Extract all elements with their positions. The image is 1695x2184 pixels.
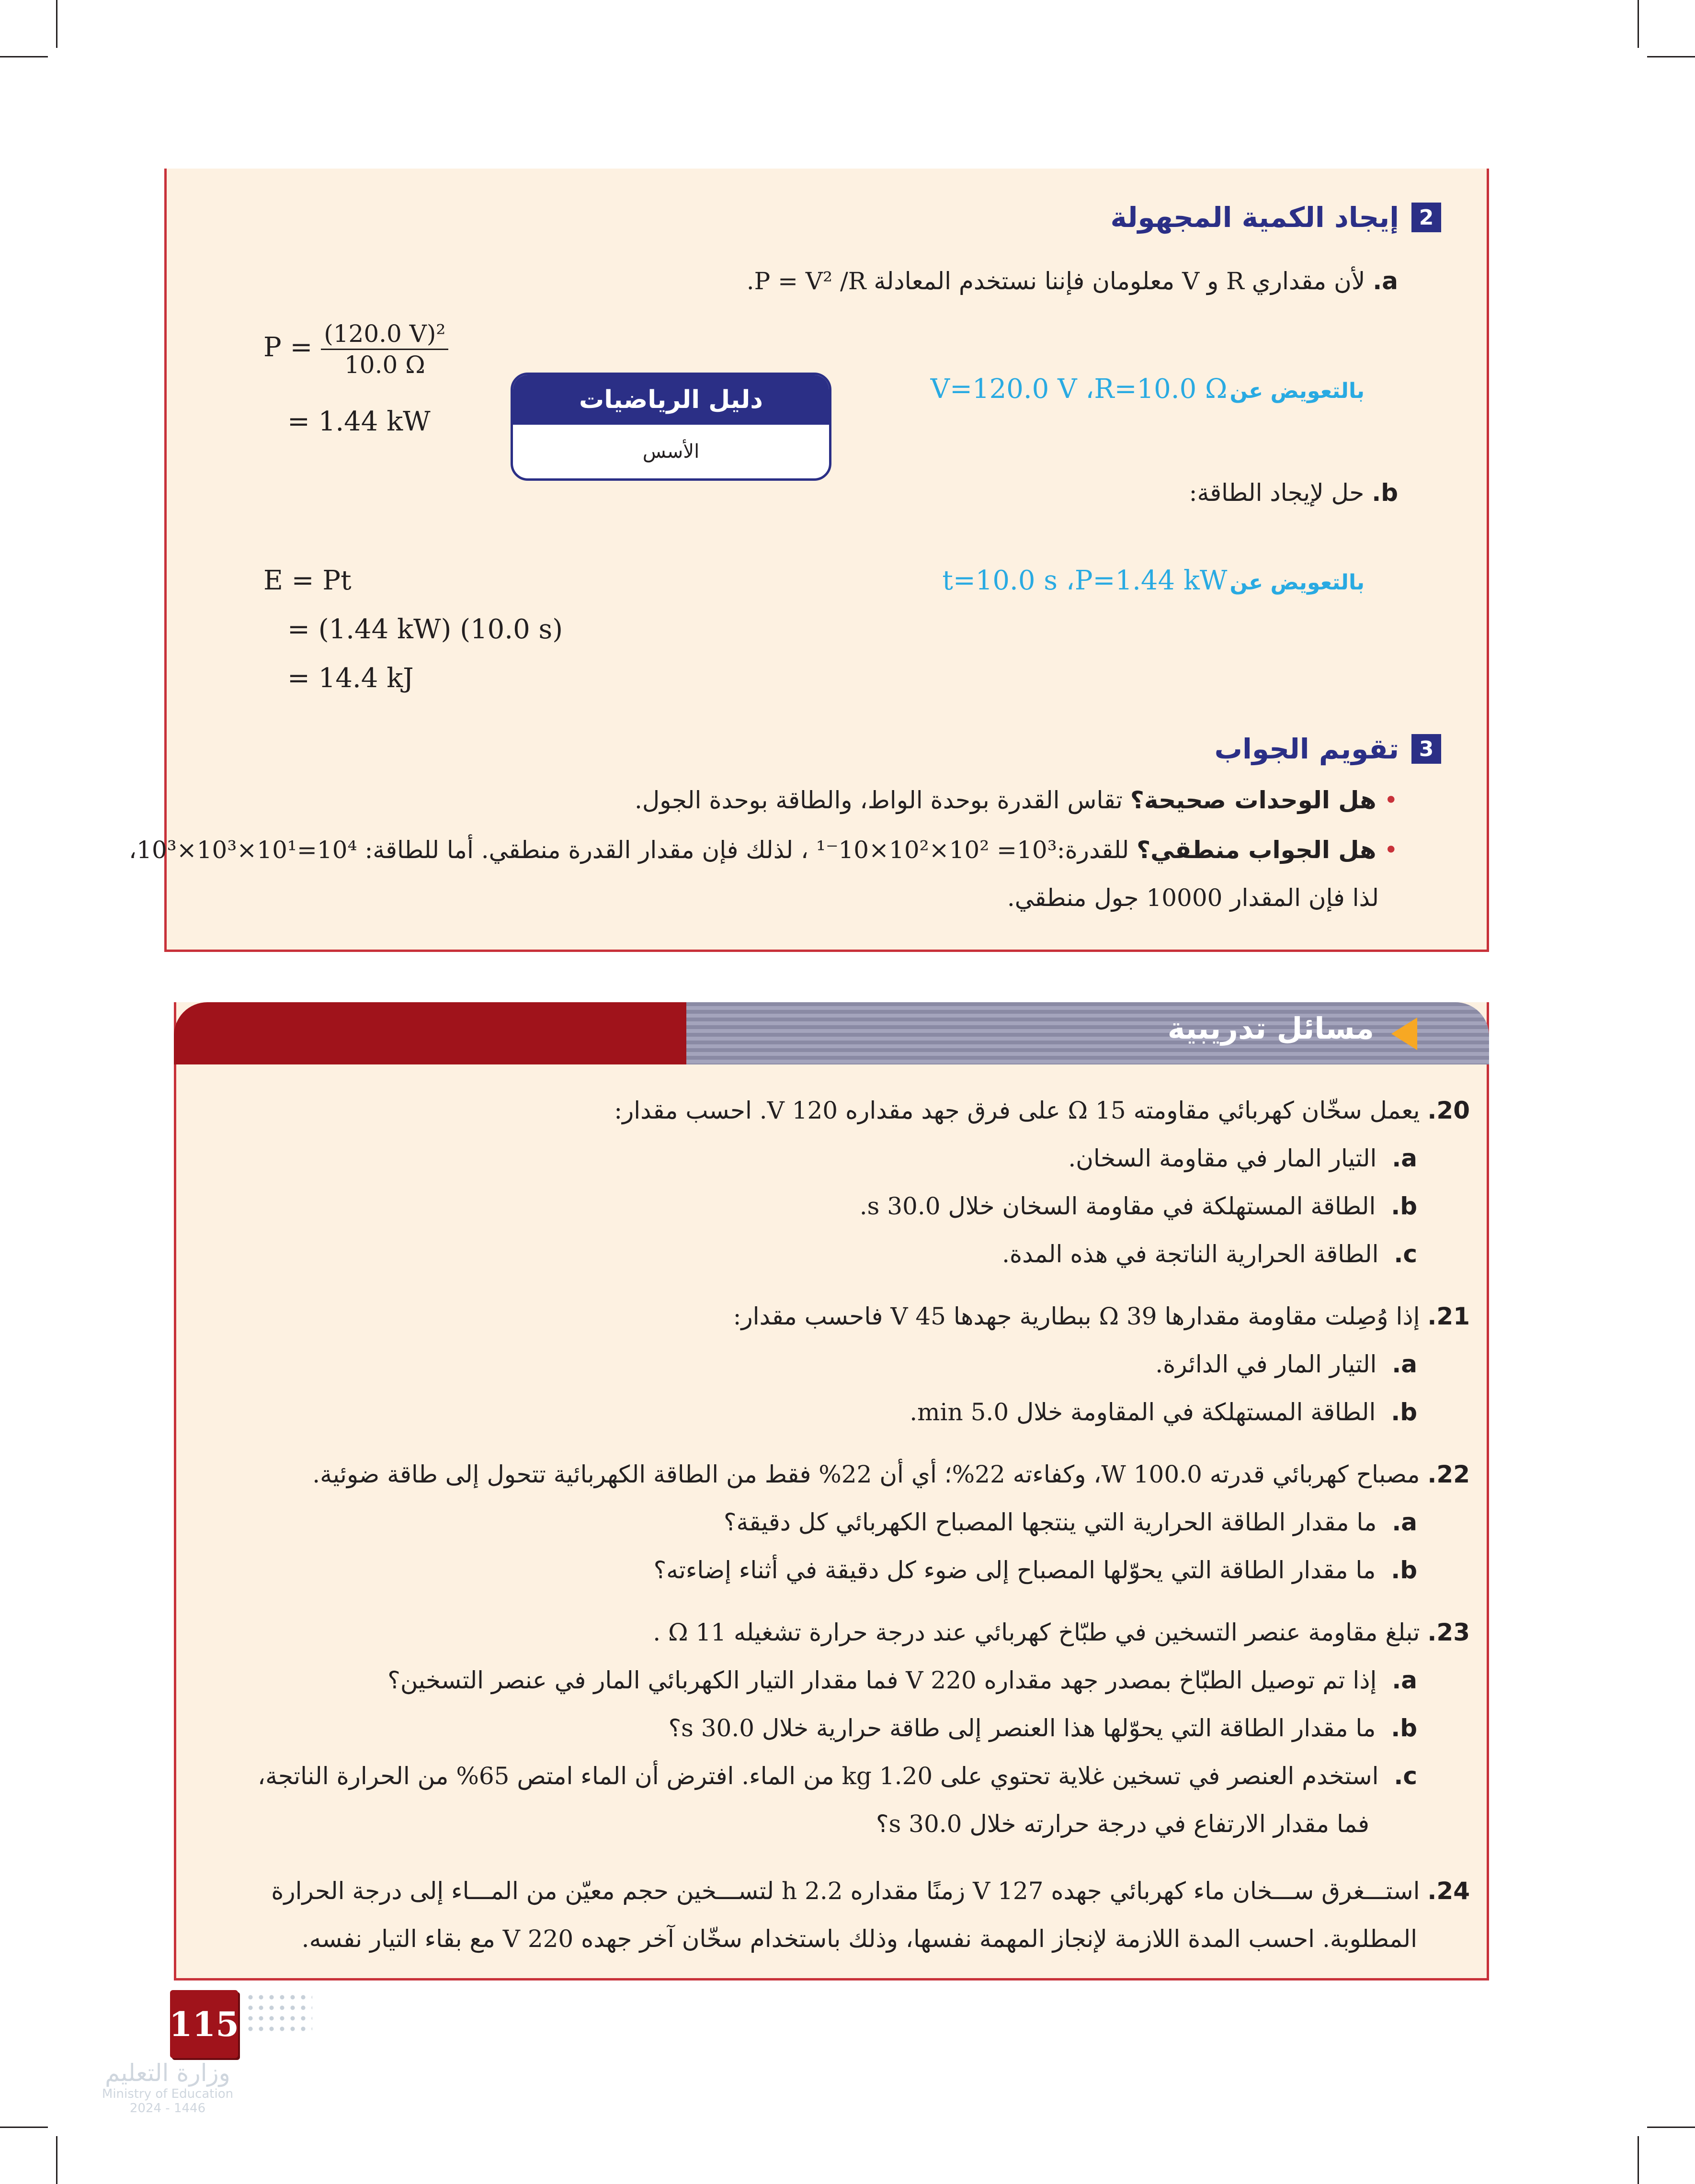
- problem-text: استـــغرق ســـخان ماء كهربائي جهده 127 V زمنًا مقداره 2.2 h لتســـخين حجم معيّن من المـــاء إلى درجة الحرارة: [271, 1877, 1420, 1905]
- problem-22: [312, 1460, 1470, 1488]
- problem-22-b: b. ما مقدار الطاقة التي يحوّلها المصباح إلى ضوء كل دقيقة في أثناء إضاءته؟: [653, 1556, 1417, 1584]
- crop-mark: [0, 2127, 48, 2128]
- substitution-label: بالتعويض عن: [1229, 570, 1365, 595]
- crop-mark: [56, 0, 57, 48]
- problem-text: يعمل سخّان كهربائي مقاومته 15 Ω على فرق جهد مقداره 120 V. احسب مقدار:: [614, 1097, 1420, 1124]
- step-title: تقويم الجواب: [1214, 733, 1399, 765]
- crop-mark: [1638, 0, 1639, 48]
- check-reasonable-bullet: • هل الجواب منطقي؟ للقدرة:10³= 10²×10²×10⁻¹ ، لذلك فإن مقدار القدرة منطقي. أما للطاقة: 10⁴=10¹×10³×10³،: [129, 836, 1398, 864]
- crop-mark: [56, 2136, 57, 2184]
- problem-text: إذا وُصِلت مقاومة مقدارها 39 Ω ببطارية جهدها 45 V فاحسب مقدار:: [733, 1302, 1420, 1330]
- problem-number: 24.: [1427, 1877, 1470, 1905]
- problem-24: [271, 1877, 1470, 1905]
- part-letter: b.: [1372, 479, 1398, 507]
- substitution-a: [931, 373, 1365, 405]
- problem-20-a: a. التيار المار في مقاومة السخان.: [1068, 1144, 1417, 1172]
- part-b-text: حل لإيجاد الطاقة:: [1189, 479, 1365, 507]
- energy-line-2: = (1.44 kW) (10.0 s): [287, 614, 563, 645]
- problem-23-b: b. ما مقدار الطاقة التي يحوّلها هذا العنصر إلى طاقة حرارية خلال 30.0 s؟: [668, 1714, 1417, 1742]
- step-title: إيجاد الكمية المجهولة: [1110, 201, 1399, 234]
- problem-23: [653, 1618, 1470, 1646]
- problem-number: 20.: [1427, 1097, 1470, 1124]
- problem-20: [614, 1097, 1470, 1124]
- part-b-statement: [1189, 479, 1398, 507]
- substitution-values: V=120.0 V ،R=10.0 Ω: [930, 373, 1228, 405]
- problem-text: تبلغ مقاومة عنصر التسخين في طبّاخ كهربائي عند درجة حرارة تشغيله 11 Ω .: [653, 1618, 1420, 1646]
- problem-21-a: a. التيار المار في الدائرة.: [1155, 1350, 1417, 1378]
- practice-header-bar: [174, 1002, 1489, 1064]
- bullet-heading: هل الجواب منطقي؟: [1137, 836, 1376, 864]
- bullet-heading: هل الوحدات صحيحة؟: [1130, 786, 1376, 814]
- energy-line-3: = 14.4 kJ: [287, 663, 414, 694]
- fraction-numerator: (120.0 V)²: [321, 320, 448, 350]
- problem-number: 21.: [1427, 1302, 1470, 1330]
- crop-mark: [1647, 2127, 1695, 2128]
- power-equation: [263, 320, 448, 379]
- problem-20-c: c. الطاقة الحرارية الناتجة في هذه المدة.: [1002, 1240, 1417, 1268]
- substitution-b: [942, 565, 1365, 596]
- power-fraction: [321, 320, 448, 379]
- problem-23-c: c. استخدم العنصر في تسخين غلاية تحتوي على 1.20 kg من الماء. افترض أن الماء امتص 65% من الحرارة الناتجة،: [258, 1762, 1417, 1790]
- problem-21: [733, 1302, 1470, 1330]
- problem-23-c-continued: فما مقدار الارتفاع في درجة حرارته خلال 30.0 s؟: [876, 1810, 1369, 1838]
- step-number: 3: [1411, 734, 1441, 764]
- problem-20-b: b. الطاقة المستهلكة في مقاومة السخان خلال 30.0 s.: [859, 1192, 1417, 1220]
- page-number: 115: [170, 1990, 238, 2058]
- step-3-heading: [1215, 733, 1441, 765]
- problem-number: 22.: [1427, 1460, 1470, 1488]
- problem-23-a: a. إذا تم توصيل الطبّاخ بمصدر جهد مقداره 220 V فما مقدار التيار الكهربائي المار في عنصر التسخين؟: [387, 1666, 1417, 1694]
- math-guide-callout[interactable]: [511, 373, 831, 481]
- substitution-values: t=10.0 s ،P=1.44 kW: [942, 565, 1228, 596]
- fraction-denominator: 10.0 Ω: [344, 351, 425, 379]
- problem-number: 23.: [1427, 1618, 1470, 1646]
- crop-mark: [1638, 2136, 1639, 2184]
- part-letter: a.: [1373, 267, 1398, 295]
- dot-pattern-decoration: [245, 1992, 312, 2035]
- ministry-year: 2024 - 1446: [129, 2101, 206, 2116]
- ministry-logo: [91, 2059, 244, 2116]
- power-result: = 1.44 kW: [287, 406, 431, 437]
- ministry-name-ar: وزارة التعليم: [105, 2059, 230, 2087]
- check-reasonable-continued: لذا فإن المقدار 10000 جول منطقي.: [1007, 884, 1379, 912]
- crop-mark: [0, 56, 48, 57]
- step-number: 2: [1411, 203, 1441, 232]
- problem-24-continued: المطلوبة. احسب المدة اللازمة لإنجاز المهمة نفسها، وذلك باستخدام سخّان آخر جهده 220 V مع بقاء التيار نفسه.: [301, 1925, 1417, 1953]
- part-a-statement: [747, 267, 1398, 295]
- practice-header-title: مسائل تدريبية: [1167, 1011, 1374, 1046]
- ministry-name-en: Ministry of Education: [102, 2087, 234, 2101]
- math-guide-subtitle: الأسس: [642, 441, 700, 463]
- bullet-text: تقاس القدرة بوحدة الواط، والطاقة بوحدة الجول.: [634, 786, 1130, 814]
- crop-mark: [1647, 56, 1695, 57]
- triangle-arrow-icon: [1391, 1018, 1417, 1050]
- math-guide-title: دليل الرياضيات: [513, 375, 829, 425]
- power-lhs: P =: [263, 332, 313, 363]
- substitution-label: بالتعويض عن: [1229, 379, 1365, 403]
- check-units-bullet: • هل الوحدات صحيحة؟ تقاس القدرة بوحدة الواط، والطاقة بوحدة الجول.: [634, 786, 1398, 814]
- bullet-text: للقدرة:10³= 10²×10²×10⁻¹ ، لذلك فإن مقدار القدرة منطقي. أما للطاقة: 10⁴=10¹×10³×10³،: [129, 836, 1137, 864]
- problem-21-b: b. الطاقة المستهلكة في المقاومة خلال 5.0 min.: [910, 1398, 1417, 1426]
- step-2-heading: [1111, 201, 1441, 234]
- part-a-text: لأن مقداري R و V معلومان فإننا نستخدم المعادلة P = V² /R.: [746, 267, 1365, 295]
- problem-text: مصباح كهربائي قدرته 100.0 W، وكفاءته 22%؛ أي أن 22% فقط من الطاقة الكهربائية تتحول إلى طاقة ضوئية.: [312, 1460, 1420, 1488]
- energy-line-1: E = Pt: [263, 565, 352, 596]
- problem-22-a: a. ما مقدار الطاقة الحرارية التي ينتجها المصباح الكهربائي كل دقيقة؟: [724, 1508, 1417, 1536]
